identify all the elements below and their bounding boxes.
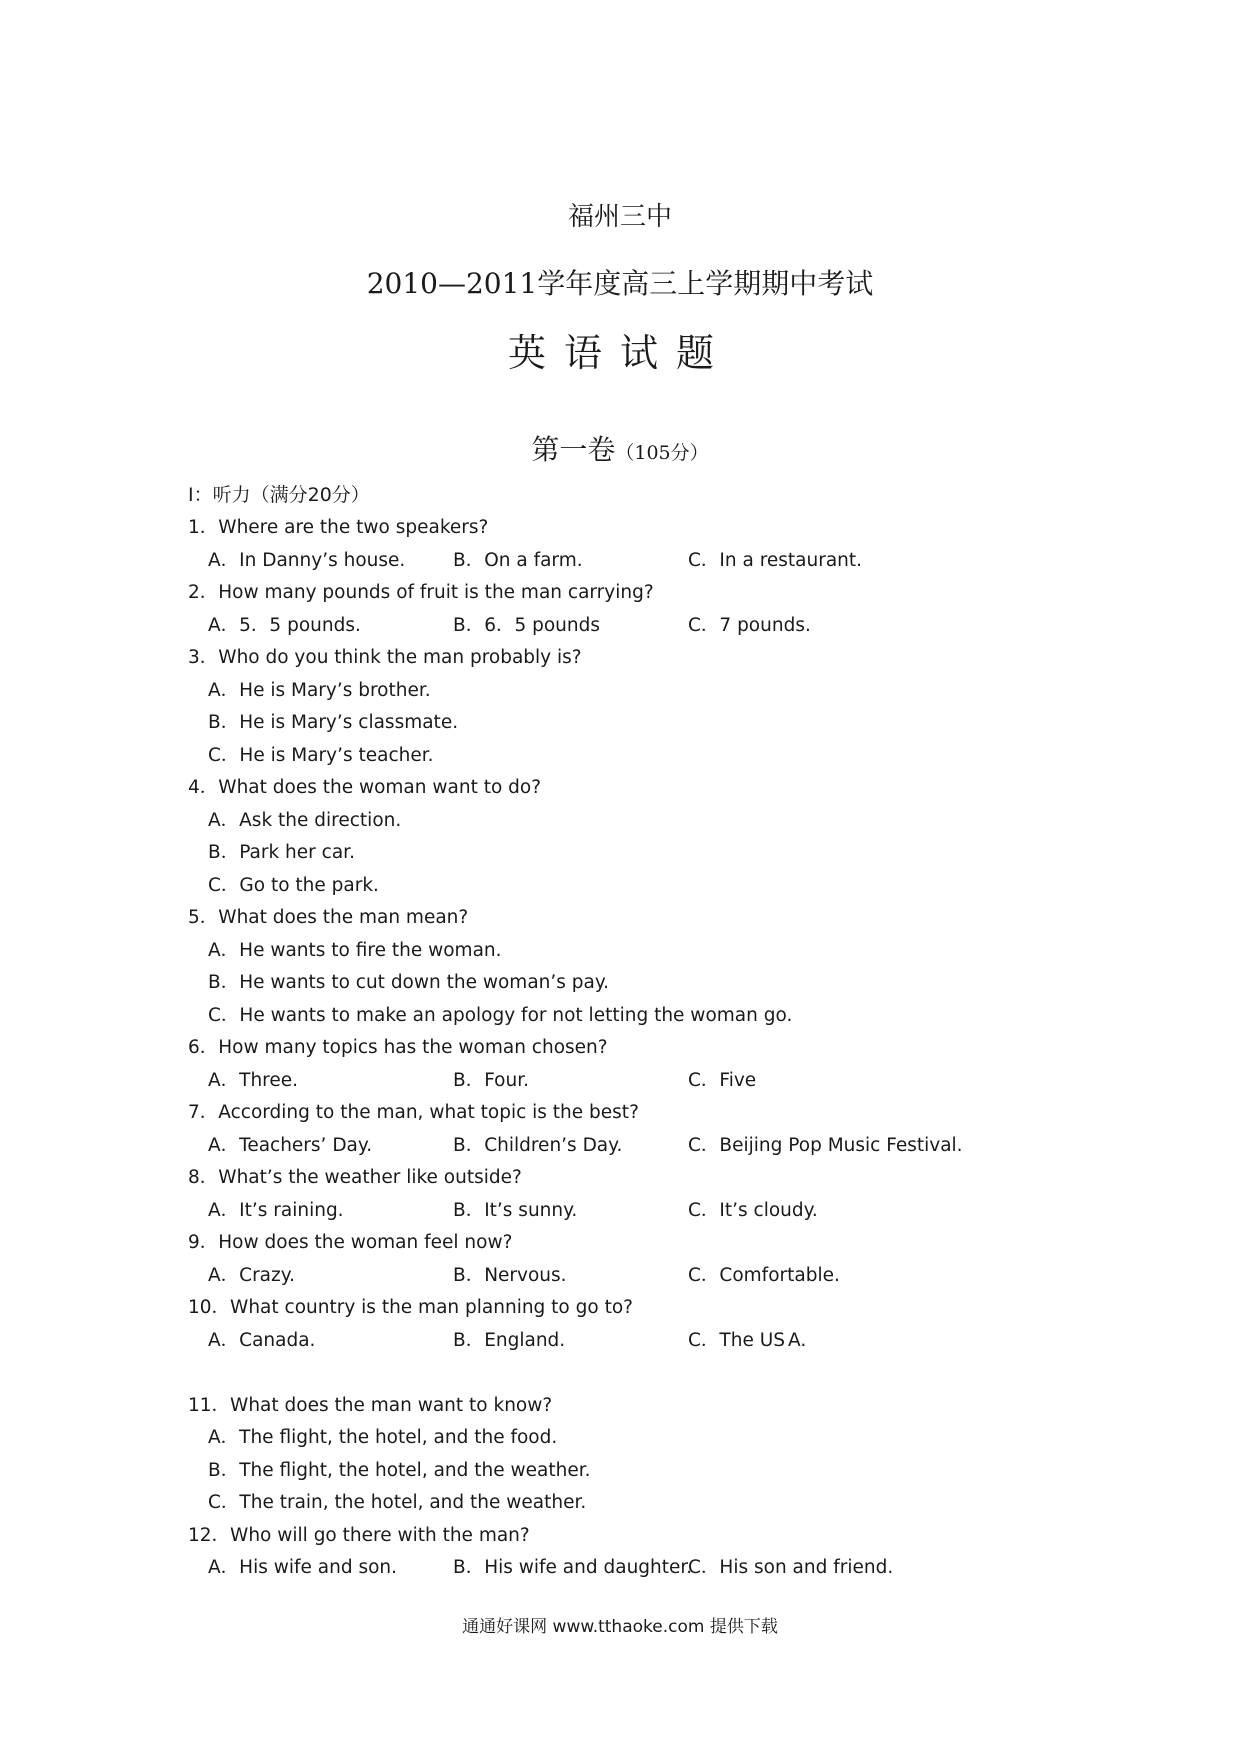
part-title — [0, 428, 1240, 468]
part-score: （105分） — [615, 442, 709, 464]
answer-option: A．He is Mary’s brother. — [208, 679, 431, 701]
question-stem: 10．What country is the man planning to go to? — [188, 1297, 633, 1318]
question-stem: 8．What’s the weather like outside? — [188, 1167, 522, 1188]
question-stem: 12．Who will go there with the man? — [188, 1524, 530, 1546]
answer-option: C．Beijing Pop Music Festival. — [688, 1134, 963, 1156]
question-stem: 2．How many pounds of fruit is the man carrying? — [188, 582, 654, 603]
spacer — [188, 1357, 1088, 1390]
answer-option: B．6．5 pounds — [453, 614, 601, 636]
option-row — [188, 1552, 1088, 1585]
answer-option: B．His wife and daughter. — [453, 1557, 693, 1578]
answer-option: B．He is Mary’s classmate. — [208, 712, 459, 733]
answer-option: C．It’s cloudy. — [688, 1199, 818, 1221]
question-stem: 9．How does the woman feel now? — [188, 1232, 513, 1253]
answer-option: A．In Danny’s house. — [208, 549, 406, 571]
answer-option: A．5．5 pounds. — [208, 614, 361, 636]
answer-option: B．Nervous. — [453, 1264, 567, 1286]
exam-title: 2010—2011学年度高三上学期期中考试 — [366, 267, 874, 300]
answer-option: B．Four. — [453, 1069, 530, 1091]
answer-option: C．The US — [688, 1329, 785, 1351]
answer-option: C．He is Mary’s teacher. — [208, 744, 434, 766]
answer-option: A．He wants to fire the woman. — [208, 939, 502, 961]
option-row — [188, 1130, 1088, 1163]
question-stem: 5．What does the man mean? — [188, 907, 469, 928]
answer-option: B．Children’s Day. — [453, 1134, 623, 1156]
question-stem: 11．What does the man want to know? — [188, 1394, 553, 1416]
option-row — [188, 545, 1088, 578]
answer-option: C．Go to the park. — [208, 874, 379, 896]
option-row — [188, 1065, 1088, 1098]
answer-option: B．England. — [453, 1329, 566, 1351]
answer-option: A. — [788, 1329, 807, 1351]
answer-option: B．Park her car. — [208, 842, 355, 863]
answer-option: C．7 pounds. — [688, 614, 811, 636]
question-stem: 3．Who do you think the man probably is? — [188, 647, 582, 668]
answer-option: C．The train, the hotel, and the weather. — [208, 1492, 587, 1513]
answer-option: A．Teachers’ Day. — [208, 1134, 373, 1156]
option-row — [188, 1260, 1088, 1293]
answer-option: B．The flight, the hotel, and the weather. — [208, 1459, 591, 1481]
question-stem: 7．According to the man, what topic is the best? — [188, 1102, 639, 1123]
download-footer: 通通好课网 www.tthaoke.com 提供下载 — [462, 1617, 778, 1637]
subject-title: 英语试题 — [507, 331, 732, 375]
answer-option: A．Crazy. — [208, 1264, 295, 1286]
answer-option: A．His wife and son. — [208, 1557, 398, 1578]
answer-option: A．It’s raining. — [208, 1199, 344, 1221]
option-row — [188, 1195, 1088, 1228]
answer-option: C．He wants to make an apology for not letting the woman go. — [208, 1004, 793, 1026]
answer-option: B．He wants to cut down the woman’s pay. — [208, 972, 610, 993]
part-name: 第一卷 — [531, 433, 616, 466]
answer-option: A．Canada. — [208, 1329, 316, 1351]
answer-option: C．Five — [688, 1069, 757, 1091]
answer-option: A．Three. — [208, 1069, 299, 1091]
answer-option: C．Comfortable. — [688, 1264, 840, 1286]
answer-option: C．His son and friend. — [688, 1557, 894, 1578]
question-stem: 6．How many topics has the woman chosen? — [188, 1037, 608, 1058]
school-name: 福州三中 — [567, 202, 672, 232]
answer-option: B．On a farm. — [453, 549, 583, 571]
question-list — [188, 512, 1088, 1585]
listening-section-heading: I：听力（满分20分） — [188, 484, 370, 506]
question-stem: 1．Where are the two speakers? — [188, 517, 489, 538]
option-row — [188, 1325, 1088, 1358]
answer-option: B．It’s sunny. — [453, 1199, 578, 1221]
question-stem: 4．What does the woman want to do? — [188, 777, 542, 798]
option-row — [188, 610, 1088, 643]
answer-option: C．In a restaurant. — [688, 549, 863, 571]
answer-option: A．The flight, the hotel, and the food. — [208, 1427, 558, 1448]
answer-option: A．Ask the direction. — [208, 809, 402, 831]
